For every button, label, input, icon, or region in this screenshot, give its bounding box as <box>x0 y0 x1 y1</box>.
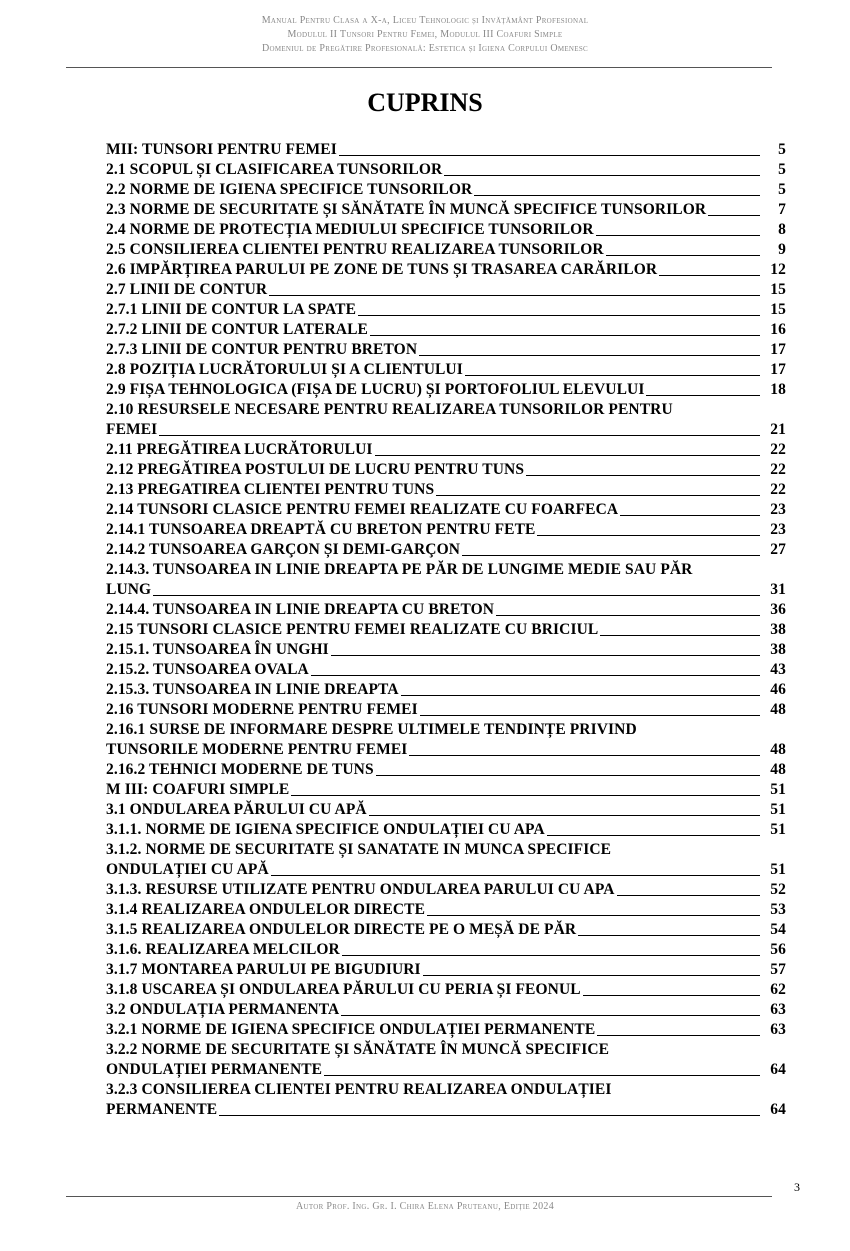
toc-entry-title-continued: FEMEI <box>106 421 158 438</box>
toc-entry[interactable] <box>106 460 786 480</box>
toc-entry-title: 2.13 PREGATIREA CLIENTEI PENTRU TUNS <box>106 481 435 498</box>
toc-page-number: 16 <box>770 321 786 338</box>
toc-entry-title: 2.10 RESURSELE NECESARE PENTRU REALIZAREA TUNSORILOR PENTRU <box>106 401 673 418</box>
toc-entry[interactable] <box>106 600 786 620</box>
toc-entry-title: 3.1.4 REALIZAREA ONDULELOR DIRECTE <box>106 901 426 918</box>
toc-page-number: 23 <box>770 501 786 518</box>
toc-entry-title-continued: ONDULAȚIEI CU APĂ <box>106 861 269 878</box>
toc-leader-line <box>159 435 760 436</box>
toc-leader-line <box>462 555 760 556</box>
toc-leader-line <box>583 995 760 996</box>
toc-leader-line <box>474 195 760 196</box>
toc-entry-title: 2.14.3. TUNSOAREA IN LINIE DREAPTA PE PĂR DE LUNGIME MEDIE SAU PĂR <box>106 561 693 578</box>
toc-page-number: 51 <box>770 801 786 818</box>
toc-entry-title: 2.15 TUNSORI CLASICE PENTRU FEMEI REALIZATE CU BRICIUL <box>106 621 599 638</box>
toc-entry[interactable] <box>106 880 786 900</box>
toc-leader-line <box>597 1035 760 1036</box>
toc-entry-title: 3.1.5 REALIZAREA ONDULELOR DIRECTE PE O MEȘĂ DE PĂR <box>106 921 577 938</box>
toc-leader-line <box>401 695 760 696</box>
toc-entry[interactable] <box>106 1000 786 1020</box>
toc-page-number: 51 <box>770 821 786 838</box>
toc-page-number: 38 <box>770 641 786 658</box>
toc-entry[interactable] <box>106 1040 786 1080</box>
toc-entry-title: 3.1.6. REALIZAREA MELCILOR <box>106 941 340 958</box>
toc-leader-line <box>423 975 760 976</box>
toc-entry-title: 2.8 POZIȚIA LUCRĂTORULUI ȘI A CLIENTULUI <box>106 361 463 378</box>
toc-entry[interactable] <box>106 660 786 680</box>
toc-leader-line <box>420 715 760 716</box>
toc-entry-title: 3.2.1 NORME DE IGIENA SPECIFICE ONDULAȚIEI PERMANENTE <box>106 1021 596 1038</box>
toc-entry[interactable] <box>106 380 786 400</box>
toc-entry[interactable] <box>106 560 786 600</box>
toc-entry-title: 3.1.8 USCAREA ȘI ONDULAREA PĂRULUI CU PERIA ȘI FEONUL <box>106 981 581 998</box>
toc-entry-title: 2.7.3 LINII DE CONTUR PENTRU BRETON <box>106 341 418 358</box>
toc-entry-title: 2.4 NORME DE PROTECȚIA MEDIULUI SPECIFICE TUNSORILOR <box>106 221 594 238</box>
toc-leader-line <box>370 335 760 336</box>
toc-page-number: 48 <box>770 761 786 778</box>
toc-entry[interactable] <box>106 700 786 720</box>
toc-page-number: 22 <box>770 441 786 458</box>
toc-entry-title: 2.16.1 SURSE DE INFORMARE DESPRE ULTIMELE TENDINȚE PRIVIND <box>106 721 637 738</box>
toc-entry[interactable] <box>106 840 786 880</box>
page-header <box>0 14 850 56</box>
toc-entry-title: 2.14.1 TUNSOAREA DREAPTĂ CU BRETON PENTRU FETE <box>106 521 536 538</box>
toc-entry-title: MII: TUNSORI PENTRU FEMEI <box>106 141 337 158</box>
toc-page-number: 31 <box>770 581 786 598</box>
toc-leader-line <box>376 775 760 776</box>
toc-entry-title: 2.16.2 TEHNICI MODERNE DE TUNS <box>106 761 374 778</box>
toc-page-number: 63 <box>770 1021 786 1038</box>
toc-page-number: 15 <box>770 281 786 298</box>
toc-entry[interactable] <box>106 280 786 300</box>
toc-leader-line <box>271 875 760 876</box>
table-of-contents <box>106 140 786 1120</box>
toc-entry-title-continued: ONDULAȚIEI PERMANENTE <box>106 1061 323 1078</box>
toc-page-number: 51 <box>770 781 786 798</box>
toc-leader-line <box>219 1115 760 1116</box>
page-footer: Autor Prof. Ing. Gr. I. Chira Elena Pruteanu, Ediție 2024 <box>295 1201 555 1212</box>
toc-entry-title: 3.2.3 CONSILIEREA CLIENTEI PENTRU REALIZAREA ONDULAȚIEI <box>106 1081 612 1098</box>
toc-leader-line <box>465 375 760 376</box>
toc-leader-line <box>547 835 760 836</box>
toc-entry[interactable] <box>106 900 786 920</box>
header-divider <box>66 67 772 68</box>
toc-page-number: 46 <box>770 681 786 698</box>
toc-page-number: 43 <box>770 661 786 678</box>
header-line-1: Manual Pentru Clasa a X-a, Liceu Tehnologic și Invățământ Profesional <box>261 15 589 26</box>
toc-entry[interactable] <box>106 360 786 380</box>
toc-entry-title: 2.11 PREGĂTIREA LUCRĂTORULUI <box>106 441 373 458</box>
toc-entry[interactable] <box>106 540 786 560</box>
toc-page-number: 23 <box>770 521 786 538</box>
toc-leader-line <box>600 635 760 636</box>
toc-entry-title: 2.2 NORME DE IGIENA SPECIFICE TUNSORILOR <box>106 181 473 198</box>
toc-page-number: 27 <box>770 541 786 558</box>
toc-page-number: 38 <box>770 621 786 638</box>
toc-page-number: 48 <box>770 701 786 718</box>
toc-entry[interactable] <box>106 180 786 200</box>
header-line-2: Modulul II Tunsori Pentru Femei, Modulul III Coafuri Simple <box>287 29 563 40</box>
toc-page-number: 18 <box>770 381 786 398</box>
toc-leader-line <box>620 515 760 516</box>
toc-entry[interactable] <box>106 820 786 840</box>
toc-entry[interactable] <box>106 260 786 280</box>
toc-page-number: 21 <box>770 421 786 438</box>
toc-page-number: 22 <box>770 461 786 478</box>
toc-entry[interactable] <box>106 940 786 960</box>
toc-leader-line <box>269 295 760 296</box>
toc-entry[interactable] <box>106 160 786 180</box>
toc-entry-title: 3.2.2 NORME DE SECURITATE ȘI SĂNĂTATE ÎN MUNCĂ SPECIFICE <box>106 1041 610 1058</box>
toc-leader-line <box>409 755 760 756</box>
toc-leader-line <box>596 235 760 236</box>
header-line-3: Domeniul de Pregătire Profesională: Estetica și Igiena Corpului Omenesc <box>261 43 589 54</box>
toc-entry[interactable] <box>106 980 786 1000</box>
toc-page-number: 5 <box>778 181 786 198</box>
toc-entry-title: 3.1.3. RESURSE UTILIZATE PENTRU ONDULAREA PARULUI CU APA <box>106 881 615 898</box>
toc-entry[interactable] <box>106 920 786 940</box>
toc-leader-line <box>311 675 760 676</box>
toc-entry[interactable] <box>106 680 786 700</box>
toc-page-number: 15 <box>770 301 786 318</box>
toc-entry-title: 2.3 NORME DE SECURITATE ȘI SĂNĂTATE ÎN MUNCĂ SPECIFICE TUNSORILOR <box>106 201 707 218</box>
toc-page-number: 5 <box>778 161 786 178</box>
toc-entry-title: 3.1 ONDULAREA PĂRULUI CU APĂ <box>106 801 367 818</box>
toc-entry-title: 3.1.2. NORME DE SECURITATE ȘI SANATATE IN MUNCA SPECIFICE <box>106 841 612 858</box>
toc-entry-title-continued: PERMANENTE <box>106 1101 218 1118</box>
toc-leader-line <box>358 315 760 316</box>
toc-entry[interactable] <box>106 200 786 220</box>
toc-entry[interactable] <box>106 620 786 640</box>
toc-leader-line <box>646 395 760 396</box>
toc-page-number: 64 <box>770 1101 786 1118</box>
toc-leader-line <box>436 495 760 496</box>
toc-entry-title: 2.14.4. TUNSOAREA IN LINIE DREAPTA CU BRETON <box>106 601 495 618</box>
toc-leader-line <box>444 175 760 176</box>
toc-entry[interactable] <box>106 440 786 460</box>
toc-entry[interactable] <box>106 500 786 520</box>
toc-leader-line <box>291 795 760 796</box>
toc-leader-line <box>324 1075 760 1076</box>
toc-page-number: 51 <box>770 861 786 878</box>
toc-leader-line <box>537 535 760 536</box>
toc-entry[interactable] <box>106 800 786 820</box>
toc-page-number: 57 <box>770 961 786 978</box>
toc-page-number: 9 <box>778 241 786 258</box>
toc-entry-title: 3.1.1. NORME DE IGIENA SPECIFICE ONDULAȚIEI CU APA <box>106 821 545 838</box>
toc-page-number: 17 <box>770 361 786 378</box>
toc-leader-line <box>708 215 760 216</box>
toc-leader-line <box>375 455 761 456</box>
toc-entry-title: 2.15.1. TUNSOAREA ÎN UNGHI <box>106 641 329 658</box>
toc-entry[interactable] <box>106 300 786 320</box>
toc-entry[interactable] <box>106 780 786 800</box>
toc-leader-line <box>341 1015 760 1016</box>
toc-entry-title-continued: LUNG <box>106 581 152 598</box>
toc-page-number: 52 <box>770 881 786 898</box>
toc-entry-title-continued: TUNSORILE MODERNE PENTRU FEMEI <box>106 741 408 758</box>
toc-page-number: 64 <box>770 1061 786 1078</box>
footer-divider <box>66 1196 772 1197</box>
toc-entry[interactable] <box>106 960 786 980</box>
toc-entry-title: 2.7.1 LINII DE CONTUR LA SPATE <box>106 301 357 318</box>
toc-leader-line <box>617 895 760 896</box>
toc-entry-title: 3.1.7 MONTAREA PARULUI PE BIGUDIURI <box>106 961 421 978</box>
toc-entry-title: 3.2 ONDULAȚIA PERMANENTA <box>106 1001 340 1018</box>
toc-leader-line <box>578 935 760 936</box>
page-number: 3 <box>794 1180 800 1194</box>
toc-page-number: 17 <box>770 341 786 358</box>
toc-entry-title: 2.16 TUNSORI MODERNE PENTRU FEMEI <box>106 701 418 718</box>
toc-entry-title: 2.7 LINII DE CONTUR <box>106 281 268 298</box>
toc-entry[interactable] <box>106 1020 786 1040</box>
toc-leader-line <box>369 815 760 816</box>
toc-entry[interactable] <box>106 140 786 160</box>
toc-leader-line <box>331 655 760 656</box>
toc-entry[interactable] <box>106 400 786 440</box>
toc-leader-line <box>339 155 760 156</box>
toc-page-number: 63 <box>770 1001 786 1018</box>
toc-page-number: 22 <box>770 481 786 498</box>
toc-page-number: 54 <box>770 921 786 938</box>
toc-leader-line <box>427 915 760 916</box>
toc-entry-title: 2.1 SCOPUL ȘI CLASIFICAREA TUNSORILOR <box>106 161 443 178</box>
toc-page-number: 48 <box>770 741 786 758</box>
toc-page-number: 56 <box>770 941 786 958</box>
page-title: CUPRINS <box>367 88 483 117</box>
toc-entry-title: 2.6 IMPĂRȚIREA PARULUI PE ZONE DE TUNS ȘI TRASAREA CARĂRILOR <box>106 261 658 278</box>
toc-entry-title: 2.14 TUNSORI CLASICE PENTRU FEMEI REALIZATE CU FOARFECA <box>106 501 619 518</box>
toc-leader-line <box>606 255 760 256</box>
toc-entry-title: 2.15.2. TUNSOAREA OVALA <box>106 661 309 678</box>
toc-entry[interactable] <box>106 320 786 340</box>
toc-entry-title: 2.9 FIȘA TEHNOLOGICA (FIȘA DE LUCRU) ȘI PORTOFOLIUL ELEVULUI <box>106 381 645 398</box>
toc-page-number: 62 <box>770 981 786 998</box>
toc-page-number: 36 <box>770 601 786 618</box>
toc-entry-title: 2.15.3. TUNSOAREA IN LINIE DREAPTA <box>106 681 399 698</box>
toc-leader-line <box>153 595 760 596</box>
toc-entry[interactable] <box>106 480 786 500</box>
toc-entry-title: 2.12 PREGĂTIREA POSTULUI DE LUCRU PENTRU TUNS <box>106 461 525 478</box>
toc-entry[interactable] <box>106 340 786 360</box>
toc-leader-line <box>526 475 760 476</box>
toc-page-number: 53 <box>770 901 786 918</box>
toc-entry[interactable] <box>106 640 786 660</box>
toc-entry[interactable] <box>106 520 786 540</box>
toc-entry-title: 2.14.2 TUNSOAREA GARÇON ȘI DEMI-GARÇON <box>106 541 461 558</box>
toc-page-number: 7 <box>778 201 786 218</box>
toc-entry[interactable] <box>106 1080 786 1120</box>
toc-leader-line <box>659 275 760 276</box>
toc-entry[interactable] <box>106 240 786 260</box>
toc-entry[interactable] <box>106 760 786 780</box>
toc-leader-line <box>342 955 760 956</box>
toc-page-number: 5 <box>778 141 786 158</box>
toc-entry[interactable] <box>106 720 786 760</box>
toc-page-number: 8 <box>778 221 786 238</box>
toc-entry-title: 2.5 CONSILIEREA CLIENTEI PENTRU REALIZAREA TUNSORILOR <box>106 241 604 258</box>
toc-entry-title: 2.7.2 LINII DE CONTUR LATERALE <box>106 321 368 338</box>
toc-leader-line <box>496 615 760 616</box>
toc-leader-line <box>419 355 760 356</box>
toc-entry-title: M III: COAFURI SIMPLE <box>106 781 290 798</box>
toc-entry[interactable] <box>106 220 786 240</box>
toc-page-number: 12 <box>770 261 786 278</box>
